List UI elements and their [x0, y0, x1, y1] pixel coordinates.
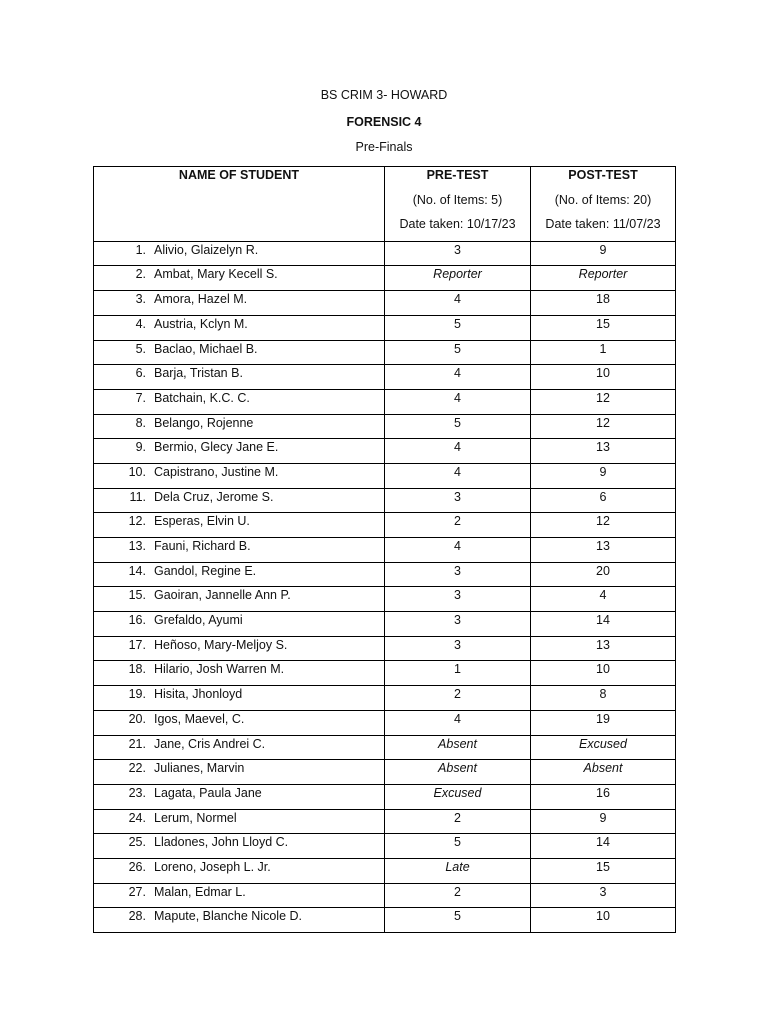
- pre-test-score: 3: [385, 587, 531, 612]
- table-row: [94, 241, 676, 266]
- pre-test-score: Absent: [385, 760, 531, 785]
- post-test-score: 13: [531, 439, 676, 464]
- student-name-cell: [94, 340, 385, 365]
- student-name-cell: [94, 513, 385, 538]
- pre-test-score: 2: [385, 883, 531, 908]
- pre-test-date: Date taken: 10/17/23: [399, 217, 516, 232]
- student-name: Heñoso, Mary-Meljoy S.: [154, 637, 288, 652]
- student-name: Gaoiran, Jannelle Ann P.: [154, 588, 291, 603]
- post-test-score: 9: [531, 241, 676, 266]
- name-column-header: [94, 167, 385, 242]
- table-row: [94, 686, 676, 711]
- pre-test-score: 4: [385, 291, 531, 316]
- table-row: [94, 735, 676, 760]
- student-name: Lerum, Normel: [154, 810, 237, 825]
- post-test-score: 14: [531, 834, 676, 859]
- row-number: 6.: [135, 366, 146, 381]
- post-test-score: 4: [531, 587, 676, 612]
- post-test-score: 18: [531, 291, 676, 316]
- student-name-cell: [94, 587, 385, 612]
- row-number: 15.: [128, 588, 146, 603]
- pre-test-score: 3: [385, 488, 531, 513]
- student-name: Hisita, Jhonloyd: [154, 687, 243, 702]
- post-test-score: Absent: [531, 760, 676, 785]
- student-name: Hilario, Josh Warren M.: [154, 662, 285, 677]
- name-column-title: NAME OF STUDENT: [178, 168, 300, 182]
- row-number: 18.: [128, 662, 146, 677]
- table-row: [94, 488, 676, 513]
- row-number: 5.: [135, 341, 146, 356]
- pre-test-score: 3: [385, 636, 531, 661]
- grades-table: [93, 166, 676, 933]
- post-test-date: Date taken: 11/07/23: [545, 217, 661, 232]
- table-row: [94, 315, 676, 340]
- table-header-row: [94, 167, 676, 242]
- row-number: 24.: [128, 810, 146, 825]
- student-name: Grefaldo, Ayumi: [154, 613, 243, 628]
- post-test-score: 16: [531, 784, 676, 809]
- pre-test-score: 4: [385, 365, 531, 390]
- row-number: 27.: [128, 884, 146, 899]
- post-test-score: 12: [531, 513, 676, 538]
- student-name-cell: [94, 908, 385, 933]
- row-number: 8.: [135, 415, 146, 430]
- student-name-cell: [94, 636, 385, 661]
- student-name-cell: [94, 784, 385, 809]
- post-test-title: POST-TEST: [568, 168, 638, 182]
- table-row: [94, 834, 676, 859]
- table-row: [94, 389, 676, 414]
- table-row: [94, 562, 676, 587]
- pre-test-score: 4: [385, 538, 531, 563]
- table-row: [94, 291, 676, 316]
- row-number: 2.: [135, 267, 146, 282]
- student-name: Baclao, Michael B.: [154, 341, 258, 356]
- pre-test-score: 5: [385, 414, 531, 439]
- row-number: 23.: [128, 785, 146, 800]
- student-name-cell: [94, 315, 385, 340]
- student-name: Loreno, Joseph L. Jr.: [154, 859, 271, 874]
- post-test-score: 14: [531, 612, 676, 637]
- table-row: [94, 858, 676, 883]
- table-row: [94, 340, 676, 365]
- pre-test-score: Late: [385, 858, 531, 883]
- student-name-cell: [94, 488, 385, 513]
- table-row: [94, 908, 676, 933]
- table-row: [94, 414, 676, 439]
- student-name-cell: [94, 735, 385, 760]
- student-name-cell: [94, 883, 385, 908]
- table-row: [94, 587, 676, 612]
- class-title: BS CRIM 3- HOWARD: [320, 88, 448, 102]
- post-test-score: 15: [531, 315, 676, 340]
- pre-test-column-header: [385, 167, 531, 242]
- post-test-column-header: [531, 167, 676, 242]
- post-test-score: Excused: [531, 735, 676, 760]
- table-row: [94, 463, 676, 488]
- pre-test-score: 2: [385, 686, 531, 711]
- row-number: 26.: [128, 859, 146, 874]
- table-row: [94, 538, 676, 563]
- table-row: [94, 710, 676, 735]
- student-name-cell: [94, 686, 385, 711]
- pre-test-score: Absent: [385, 735, 531, 760]
- student-name: Lagata, Paula Jane: [154, 785, 262, 800]
- post-test-score: 3: [531, 883, 676, 908]
- row-number: 22.: [128, 761, 146, 776]
- row-number: 9.: [135, 440, 146, 455]
- student-name: Bermio, Glecy Jane E.: [154, 440, 279, 455]
- student-name-cell: [94, 439, 385, 464]
- row-number: 16.: [128, 613, 146, 628]
- post-test-score: 9: [531, 809, 676, 834]
- post-test-score: 6: [531, 488, 676, 513]
- student-name-cell: [94, 562, 385, 587]
- row-number: 4.: [135, 316, 146, 331]
- post-test-items: (No. of Items: 20): [554, 192, 652, 207]
- pre-test-score: 2: [385, 513, 531, 538]
- pre-test-score: 5: [385, 834, 531, 859]
- student-name-cell: [94, 365, 385, 390]
- student-name-cell: [94, 809, 385, 834]
- pre-test-score: 4: [385, 710, 531, 735]
- post-test-score: 19: [531, 710, 676, 735]
- student-name: Jane, Cris Andrei C.: [154, 736, 266, 751]
- student-name-cell: [94, 414, 385, 439]
- table-row: [94, 784, 676, 809]
- student-name-cell: [94, 538, 385, 563]
- row-number: 1.: [135, 242, 146, 257]
- post-test-score: 10: [531, 365, 676, 390]
- student-name: Malan, Edmar L.: [154, 884, 246, 899]
- table-row: [94, 636, 676, 661]
- student-name-cell: [94, 710, 385, 735]
- student-name: Julianes, Marvin: [154, 761, 245, 776]
- student-name-cell: [94, 760, 385, 785]
- row-number: 17.: [128, 637, 146, 652]
- row-number: 20.: [128, 711, 146, 726]
- student-name-cell: [94, 834, 385, 859]
- pre-test-score: 1: [385, 661, 531, 686]
- student-name: Gandol, Regine E.: [154, 563, 257, 578]
- student-name: Fauni, Richard B.: [154, 539, 251, 554]
- post-test-score: 13: [531, 538, 676, 563]
- row-number: 19.: [128, 687, 146, 702]
- post-test-score: 15: [531, 858, 676, 883]
- student-name-cell: [94, 858, 385, 883]
- student-name: Belango, Rojenne: [154, 415, 254, 430]
- student-name-cell: [94, 661, 385, 686]
- pre-test-score: 3: [385, 562, 531, 587]
- student-name-cell: [94, 291, 385, 316]
- post-test-score: 12: [531, 389, 676, 414]
- student-name: Igos, Maevel, C.: [154, 711, 245, 726]
- student-name-cell: [94, 266, 385, 291]
- row-number: 13.: [128, 539, 146, 554]
- post-test-score: 20: [531, 562, 676, 587]
- pre-test-score: 5: [385, 340, 531, 365]
- pre-test-score: 5: [385, 908, 531, 933]
- pre-test-items: (No. of Items: 5): [412, 192, 503, 207]
- post-test-score: 12: [531, 414, 676, 439]
- row-number: 21.: [128, 736, 146, 751]
- pre-test-score: 2: [385, 809, 531, 834]
- student-name: Ambat, Mary Kecell S.: [154, 267, 278, 282]
- term-label: Pre-Finals: [355, 140, 413, 154]
- table-row: [94, 760, 676, 785]
- row-number: 14.: [128, 563, 146, 578]
- subject-title: FORENSIC 4: [346, 115, 422, 129]
- student-name-cell: [94, 389, 385, 414]
- post-test-score: 8: [531, 686, 676, 711]
- post-test-score: Reporter: [531, 266, 676, 291]
- table-row: [94, 661, 676, 686]
- pre-test-score: 3: [385, 612, 531, 637]
- post-test-score: 1: [531, 340, 676, 365]
- pre-test-score: 4: [385, 439, 531, 464]
- pre-test-score: 5: [385, 315, 531, 340]
- student-name: Mapute, Blanche Nicole D.: [154, 909, 302, 924]
- student-name: Esperas, Elvin U.: [154, 514, 250, 529]
- pre-test-score: 4: [385, 389, 531, 414]
- student-name: Austria, Kclyn M.: [154, 316, 248, 331]
- table-row: [94, 266, 676, 291]
- student-name: Amora, Hazel M.: [154, 292, 248, 307]
- row-number: 28.: [128, 909, 146, 924]
- student-name: Barja, Tristan B.: [154, 366, 243, 381]
- student-name: Dela Cruz, Jerome S.: [154, 489, 274, 504]
- row-number: 7.: [135, 390, 146, 405]
- post-test-score: 9: [531, 463, 676, 488]
- row-number: 3.: [135, 292, 146, 307]
- row-number: 25.: [128, 835, 146, 850]
- table-row: [94, 439, 676, 464]
- pre-test-title: PRE-TEST: [426, 168, 489, 182]
- table-row: [94, 612, 676, 637]
- row-number: 10.: [128, 464, 146, 479]
- student-name: Batchain, K.C. C.: [154, 390, 250, 405]
- student-name: Lladones, John Lloyd C.: [154, 835, 289, 850]
- table-row: [94, 883, 676, 908]
- table-row: [94, 809, 676, 834]
- pre-test-score: Excused: [385, 784, 531, 809]
- student-name-cell: [94, 463, 385, 488]
- row-number: 12.: [128, 514, 146, 529]
- student-name: Alivio, Glaizelyn R.: [154, 242, 259, 257]
- pre-test-score: 4: [385, 463, 531, 488]
- student-name-cell: [94, 241, 385, 266]
- student-name-cell: [94, 612, 385, 637]
- table-row: [94, 365, 676, 390]
- table-row: [94, 513, 676, 538]
- post-test-score: 13: [531, 636, 676, 661]
- pre-test-score: Reporter: [385, 266, 531, 291]
- student-name: Capistrano, Justine M.: [154, 464, 279, 479]
- pre-test-score: 3: [385, 241, 531, 266]
- row-number: 11.: [129, 489, 146, 504]
- post-test-score: 10: [531, 661, 676, 686]
- post-test-score: 10: [531, 908, 676, 933]
